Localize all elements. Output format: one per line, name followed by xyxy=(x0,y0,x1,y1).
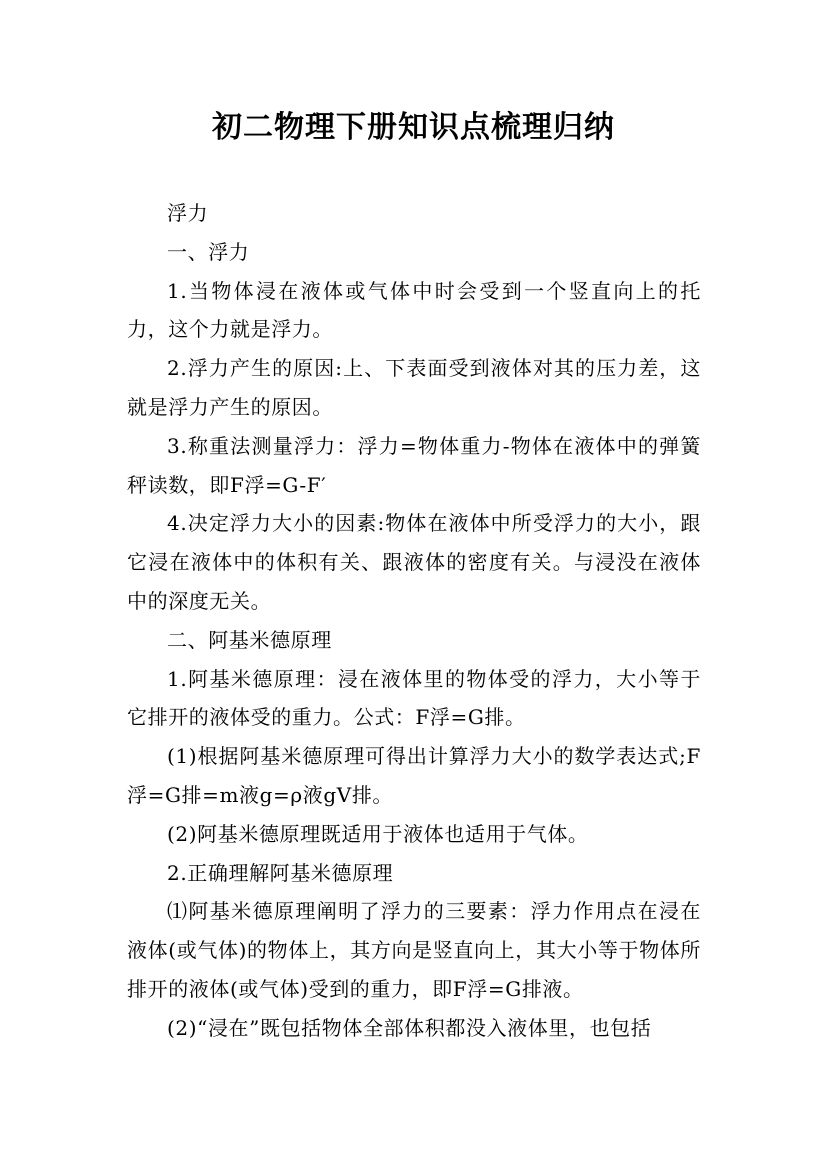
paragraph: 4.决定浮力大小的因素:物体在液体中所受浮力的大小，跟它浸在液体中的体积有关、跟液体的密度有关。与浸没在液体中的深度无关。 xyxy=(127,511,701,613)
paragraph: 3.称重法测量浮力：浮力=物体重力-物体在液体中的弹簧秤读数，即F浮=G-F′ xyxy=(127,433,701,497)
paragraph: (2)“浸在”既包括物体全部体积都没入液体里，也包括 xyxy=(167,1015,652,1040)
paragraph: 2.正确理解阿基米德原理 xyxy=(167,860,394,885)
document-title: 初二物理下册知识点梳理归纳 xyxy=(212,110,615,145)
paragraph: (1)根据阿基米德原理可得出计算浮力大小的数学表达式;F浮=G排=m液g=ρ液gV排。 xyxy=(127,744,701,807)
paragraph: ⑴阿基米德原理阐明了浮力的三要素：浮力作用点在浸在液体(或气体)的物体上，其方向是竖直向上，其大小等于物体所排开的液体(或气体)受到的重力，即F浮=G排液。 xyxy=(127,899,701,1001)
paragraph: 1.当物体浸在液体或气体中时会受到一个竖直向上的托力，这个力就是浮力。 xyxy=(127,278,701,342)
document-body xyxy=(127,194,701,1048)
paragraph: (2)阿基米德原理既适用于液体也适用于气体。 xyxy=(167,821,589,846)
subsection-heading-1: 一、浮力 xyxy=(167,239,250,264)
paragraph: 1.阿基米德原理：浸在液体里的物体受的浮力，大小等于它排开的液体受的重力。公式：F浮=G排。 xyxy=(127,666,701,730)
subsection-heading-2: 二、阿基米德原理 xyxy=(167,627,332,652)
paragraph: 2.浮力产生的原因:上、下表面受到液体对其的压力差，这就是浮力产生的原因。 xyxy=(127,356,701,419)
section-heading-buoyancy: 浮力 xyxy=(167,201,209,225)
